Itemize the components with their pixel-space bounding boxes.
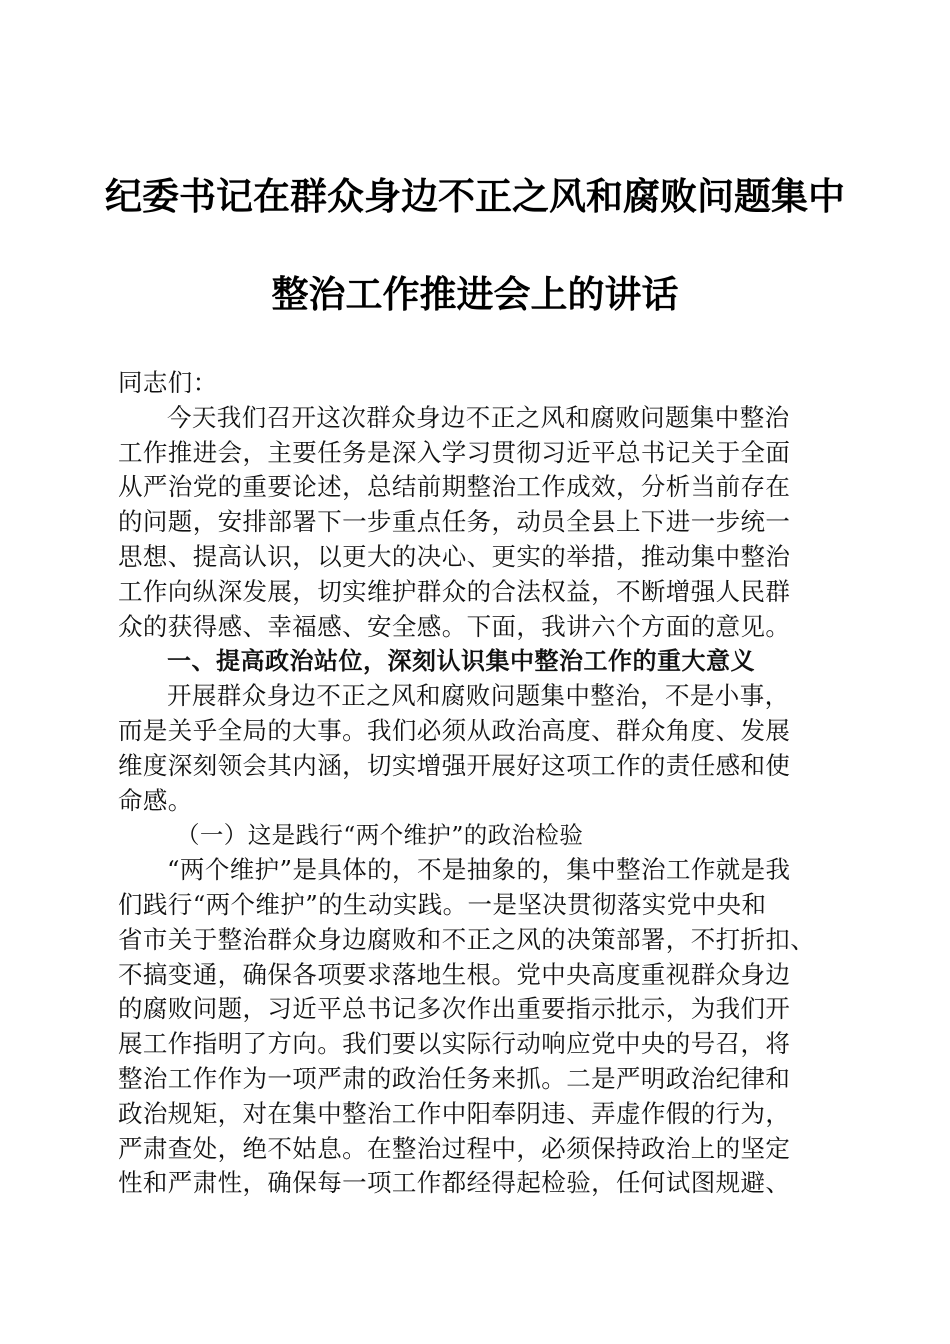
paragraph-line: 命感。 (118, 785, 193, 815)
paragraph-line: 整治工作作为一项严肃的政治任务来抓。二是严明政治纪律和 (118, 1063, 791, 1093)
paragraph-line: 工作推进会，主要任务是深入学习贯彻习近平总书记关于全面 (118, 437, 791, 467)
paragraph-line: 们践行“两个维护”的生动实践。一是坚决贯彻落实党中央和 (118, 889, 767, 919)
paragraph-line: 思想、提高认识，以更大的决心、更实的举措，推动集中整治 (118, 541, 791, 571)
paragraph-line: “两个维护”是具体的，不是抽象的，集中整治工作就是我 (167, 855, 791, 885)
document-body (118, 366, 838, 1201)
paragraph-line: 开展群众身边不正之风和腐败问题集中整治，不是小事， (167, 681, 790, 711)
paragraph-line: 展工作指明了方向。我们要以实际行动响应党中央的号召，将 (118, 1029, 791, 1059)
paragraph-line: 不搞变通，确保各项要求落地生根。党中央高度重视群众身边 (118, 959, 791, 989)
paragraph-line: 的问题，安排部署下一步重点任务，动员全县上下进一步统一 (118, 507, 791, 537)
paragraph-line: 严肃查处，绝不姑息。在整治过程中，必须保持政治上的坚定 (118, 1133, 791, 1163)
paragraph-line: 今天我们召开这次群众身边不正之风和腐败问题集中整治 (167, 402, 790, 432)
paragraph-line: 政治规矩，对在集中整治工作中阳奉阴违、弄虚作假的行为， (118, 1098, 791, 1128)
paragraph-line: 的腐败问题，习近平总书记多次作出重要指示批示，为我们开 (118, 994, 791, 1024)
paragraph-line: 工作向纵深发展，切实维护群众的合法权益，不断增强人民群 (118, 576, 791, 606)
paragraph-line: 性和严肃性，确保每一项工作都经得起检验，任何试图规避、 (118, 1168, 791, 1198)
paragraph-line: 维度深刻领会其内涵，切实增强开展好这项工作的责任感和使 (118, 750, 791, 780)
document-title-line-2: 整治工作推进会上的讲话 (271, 272, 679, 316)
paragraph-line: 众的获得感、幸福感、安全感。下面，我讲六个方面的意见。 (118, 611, 791, 641)
salutation: 同志们： (118, 368, 218, 397)
paragraph-line: 而是关乎全局的大事。我们必须从政治高度、群众角度、发展 (118, 715, 791, 745)
subsection-heading: （一）这是践行“两个维护”的政治检验 (176, 821, 584, 850)
document-title-line-1: 纪委书记在群众身边不正之风和腐败问题集中 (105, 174, 845, 218)
section-heading: 一、提高政治站位，深刻认识集中整治工作的重大意义 (167, 647, 755, 676)
paragraph-line: 从严治党的重要论述，总结前期整治工作成效，分析当前存在 (118, 472, 791, 502)
paragraph-line: 省市关于整治群众身边腐败和不正之风的决策部署，不打折扣、 (118, 924, 816, 954)
